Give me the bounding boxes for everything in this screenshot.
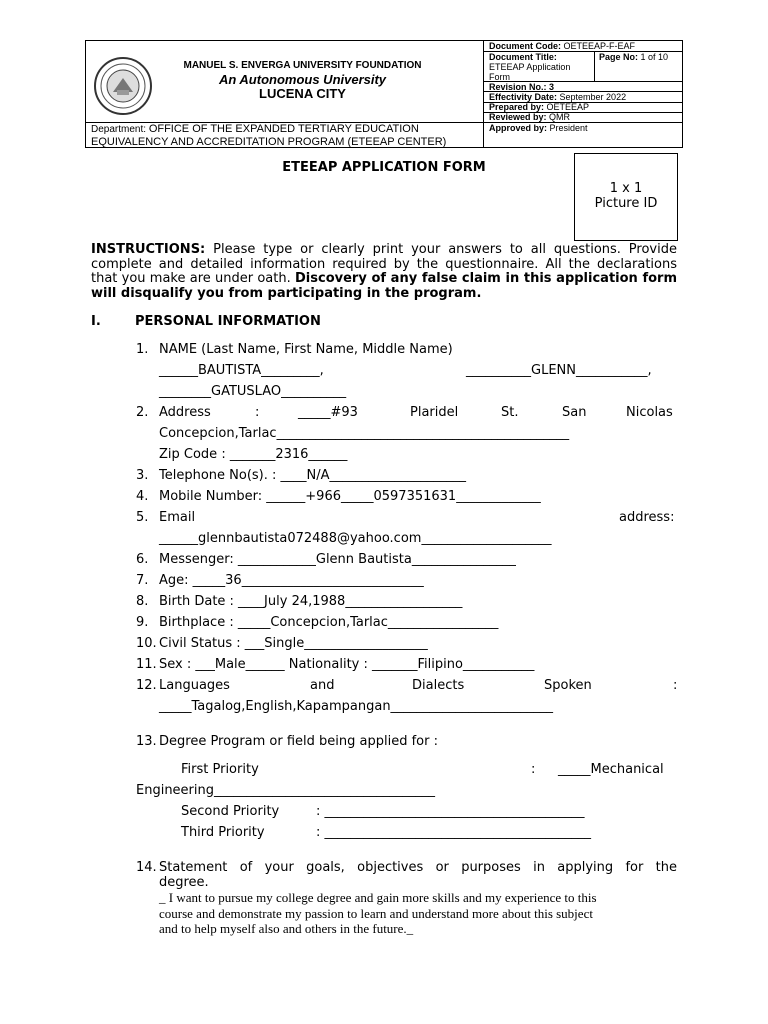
address-label: Address [159, 405, 211, 420]
item-number: 10. [136, 636, 157, 651]
picture-id-label: Picture ID [594, 196, 658, 211]
languages-label: Dialects [412, 678, 465, 693]
languages-label: Languages [159, 678, 230, 693]
item-number: 14. [136, 860, 157, 875]
item-number: 13. [136, 734, 157, 749]
statement-answer-line: _ I want to pursue my college degree and gain more skills and my experience to this [159, 890, 597, 905]
degree-program-label: Degree Program or field being applied for : [159, 734, 438, 749]
telephone-field[interactable]: Telephone No(s). : ____N/A_____________________ [159, 468, 467, 483]
mobile-field[interactable]: Mobile Number: ______+966_____0597351631_____________ [159, 489, 541, 504]
section-numeral: I. [91, 314, 101, 329]
department [91, 123, 481, 149]
document-title: Document Title: ETEEAP Application Form [489, 52, 571, 82]
address-field-line2[interactable]: Concepcion,Tarlac_____________________________________________ [159, 426, 570, 441]
last-name-field[interactable]: ______BAUTISTA_________, [159, 363, 324, 378]
item-number: 5. [136, 510, 149, 525]
address-field[interactable]: Plaridel [410, 405, 459, 420]
second-priority-field[interactable]: : ________________________________________ [316, 804, 585, 819]
document-code: Document Code: OETEEAP-F-EAF [489, 41, 636, 51]
statement-answer-line: course and demonstrate my passion to learn and understand more about this subject [159, 905, 593, 921]
instructions-warning: Discovery of any false claim in this application form will disqualify you from participating in the program. [91, 271, 677, 301]
item-number: 4. [136, 489, 149, 504]
item-number: 12. [136, 678, 157, 693]
civil-status-field[interactable]: Civil Status : ___Single___________________ [159, 636, 428, 651]
statement-answer[interactable] [159, 890, 597, 937]
address-field[interactable]: San [562, 405, 587, 420]
address-field[interactable]: _____#93 [298, 405, 358, 420]
languages-label: and [310, 678, 335, 693]
university-subtitle: An Autonomous University [218, 72, 387, 87]
university-seal-icon [93, 56, 153, 116]
address-field[interactable]: St. [501, 405, 519, 420]
item-number: 2. [136, 405, 149, 420]
statement-answer-line: and to help myself also and others in the future._ [159, 921, 414, 936]
address-colon: : [255, 405, 260, 420]
statement-label-line2: degree. [159, 875, 209, 890]
item-number: 7. [136, 573, 149, 588]
reviewed-by: Reviewed by: QMR [489, 112, 571, 122]
first-name-field[interactable]: __________GLENN___________, [466, 363, 652, 378]
revision-number: Revision No.: 3 [489, 82, 555, 92]
languages-label: Spoken [544, 678, 592, 693]
first-priority-label: First Priority [181, 762, 259, 777]
third-priority-field[interactable]: : _________________________________________ [316, 825, 592, 840]
item-number: 3. [136, 468, 149, 483]
second-priority-label: Second Priority [181, 804, 280, 819]
name-label: NAME (Last Name, First Name, Middle Name) [159, 342, 453, 357]
picture-size-label: 1 x 1 [609, 181, 643, 196]
messenger-field[interactable]: Messenger: ____________Glenn Bautista________________ [159, 552, 516, 567]
item-number: 6. [136, 552, 149, 567]
form-title: ETEEAP APPLICATION FORM [282, 160, 486, 175]
first-priority-colon: : [531, 762, 536, 777]
third-priority-label: Third Priority [181, 825, 265, 840]
item-number: 1. [136, 342, 149, 357]
prepared-by: Prepared by: OETEEAP [489, 102, 590, 112]
languages-colon: : [673, 678, 678, 693]
page-number: Page No: 1 of 10 [599, 52, 669, 62]
email-label-suffix: address: [619, 510, 675, 525]
email-field[interactable]: ______glennbautista072488@yahoo.com____________________ [159, 531, 552, 546]
address-field[interactable]: Nicolas [626, 405, 673, 420]
statement-label: Statement of your goals, objectives or purposes in applying for the [159, 860, 677, 875]
department-line2: EQUIVALENCY AND ACCREDITATION PROGRAM (ETEEAP CENTER) [91, 136, 447, 148]
instructions-text: Please type or clearly print your answers to all questions. Provide complete and detailed information required by the questionnaire. All the declarations that you make are under oath. [91, 242, 677, 286]
instructions [91, 243, 677, 301]
languages-field[interactable]: _____Tagalog,English,Kapampangan_________________________ [159, 699, 554, 714]
university-city: LUCENA CITY [259, 86, 346, 101]
approved-by: Approved by: President [489, 123, 588, 133]
birthplace-field[interactable]: Birthplace : _____Concepcion,Tarlac_________________ [159, 615, 499, 630]
zip-code-field[interactable]: Zip Code : _______2316______ [159, 447, 348, 462]
sex-nationality-field[interactable]: Sex : ___Male______ Nationality : _______Filipino___________ [159, 657, 535, 672]
section-title: PERSONAL INFORMATION [135, 314, 321, 329]
item-number: 9. [136, 615, 149, 630]
department-line1: OFFICE OF THE EXPANDED TERTIARY EDUCATION [148, 123, 419, 135]
header-divider [483, 40, 484, 148]
email-label: Email [159, 510, 196, 525]
middle-name-field[interactable]: ________GATUSLAO__________ [159, 384, 347, 399]
item-number: 11. [136, 657, 157, 672]
department-label: Department: [91, 124, 149, 135]
university-name: MANUEL S. ENVERGA UNIVERSITY FOUNDATION [183, 60, 422, 71]
picture-id-box [574, 153, 678, 241]
instructions-label: INSTRUCTIONS: [91, 242, 206, 257]
birth-date-field[interactable]: Birth Date : ____July 24,1988__________________ [159, 594, 463, 609]
effectivity-date: Effectivity Date: September 2022 [489, 92, 627, 102]
item-number: 8. [136, 594, 149, 609]
header-divider [594, 51, 595, 81]
first-priority-field[interactable]: _____Mechanical [558, 762, 664, 777]
age-field[interactable]: Age: _____36____________________________ [159, 573, 424, 588]
first-priority-field-line2[interactable]: Engineering__________________________________ [136, 783, 435, 798]
